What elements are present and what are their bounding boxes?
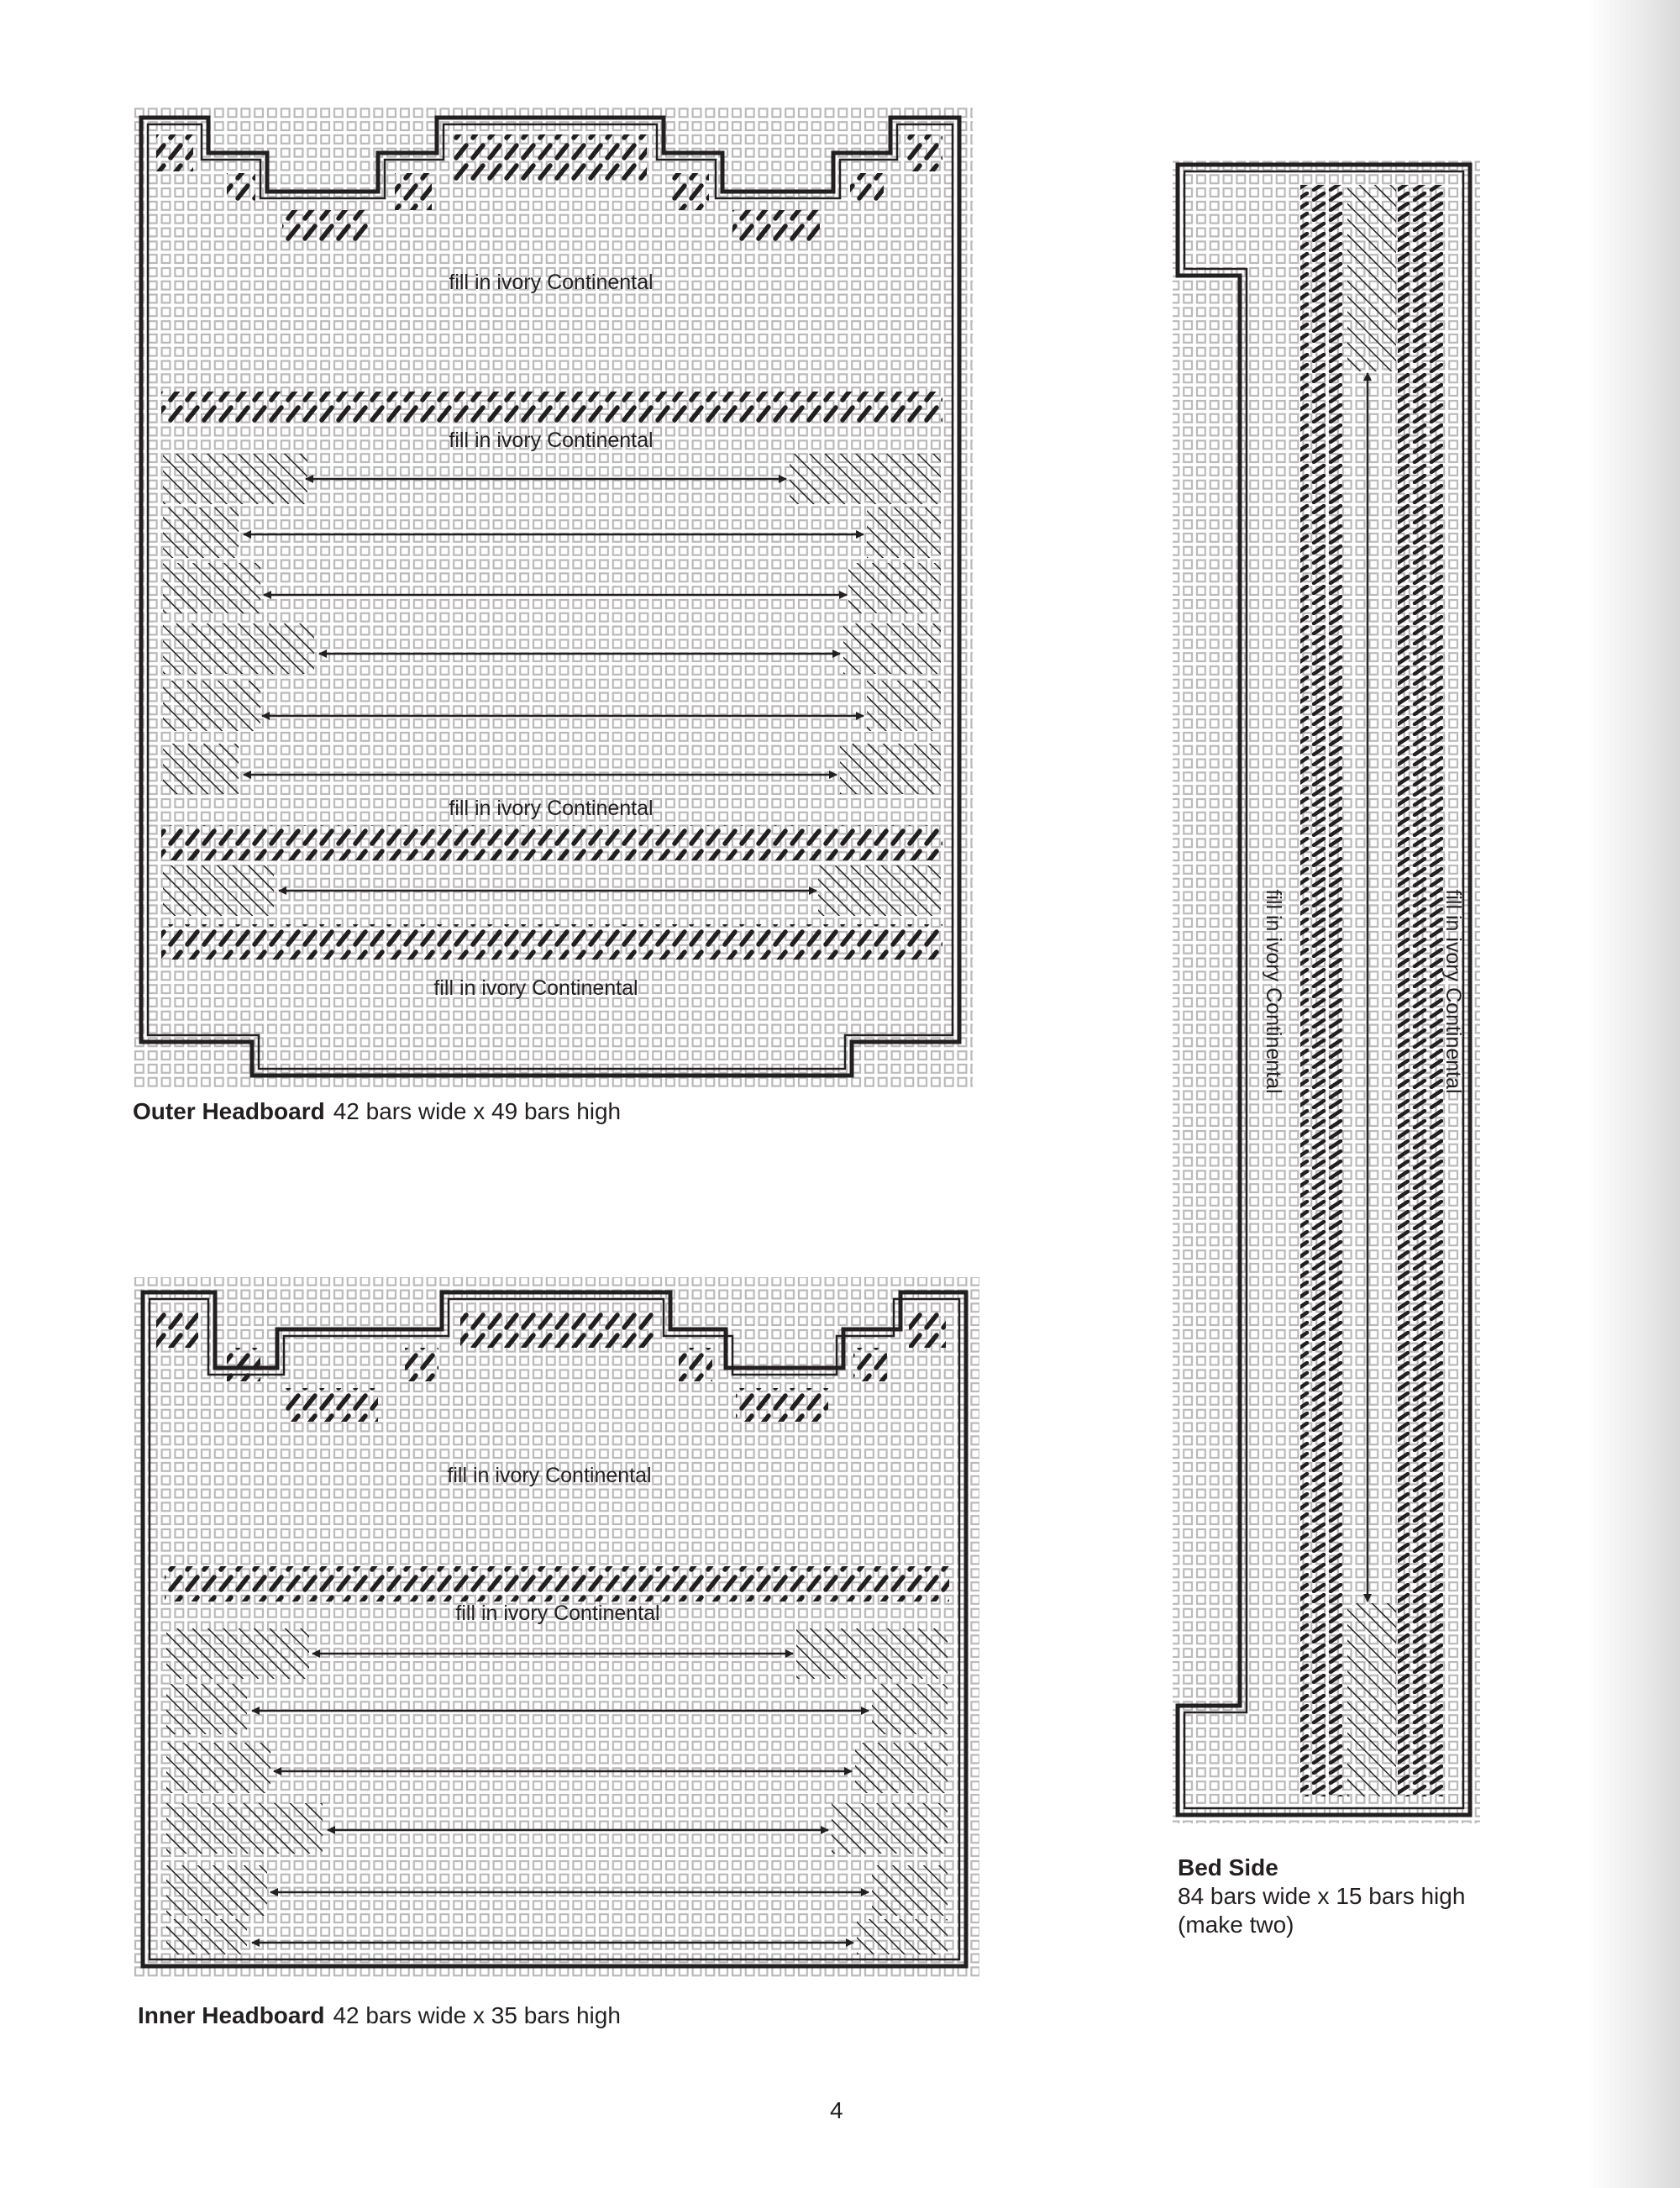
- diagonal-fill: [872, 1684, 948, 1734]
- diagonal-fill: [163, 744, 239, 794]
- dark-stitch-band: [161, 392, 942, 425]
- outer-headboard-title: Outer Headboard: [133, 1098, 325, 1124]
- fill-label: fill in ivory Continental: [449, 797, 654, 820]
- diagonal-fill: [163, 865, 274, 916]
- diagonal-fill: [872, 1865, 948, 1916]
- notch-stitches: [679, 1348, 712, 1381]
- diagonal-fill: [166, 1628, 309, 1679]
- notch-stitches: [227, 1348, 260, 1381]
- bed-side-chart: [1173, 158, 1480, 1823]
- dark-stitch-band: [165, 1566, 949, 1602]
- fill-label: fill in ivory Continental: [447, 1464, 652, 1487]
- diagonal-fill: [163, 623, 314, 674]
- notch-stitches: [282, 210, 370, 244]
- diagonal-fill: [166, 1919, 247, 1954]
- dark-stitch-column: [1398, 185, 1443, 1796]
- diagonal-fill: [166, 1684, 247, 1734]
- diagonal-fill: [163, 508, 239, 558]
- notch-stitches: [156, 134, 193, 171]
- inner-headboard-caption: [138, 2001, 621, 2030]
- diagonal-fill: [163, 681, 260, 731]
- inner-headboard-chart: [133, 1277, 979, 1980]
- diagonal-fill: [796, 1628, 948, 1679]
- bed-side-caption: [1178, 1854, 1465, 1939]
- notch-stitches: [906, 134, 942, 171]
- bed-side-note: (make two): [1178, 1912, 1294, 1938]
- notch-stitches: [405, 1348, 438, 1381]
- diagonal-fill: [166, 1743, 270, 1793]
- diagonal-fill: [843, 623, 941, 674]
- fill-label: fill in ivory Continental: [1262, 889, 1285, 1094]
- diagonal-fill: [855, 1743, 948, 1793]
- page-number: 4: [830, 2097, 843, 2123]
- notch-stitches: [454, 134, 647, 181]
- diagonal-fill: [163, 454, 307, 504]
- diagonal-fill: [166, 1803, 323, 1854]
- notch-stitches: [227, 173, 255, 203]
- diagonal-fill: [166, 1865, 267, 1916]
- notch-stitches: [732, 210, 820, 244]
- bed-side-dimensions: 84 bars wide x 15 bars high: [1178, 1883, 1466, 1909]
- diagonal-fill: [832, 1803, 948, 1854]
- outer-headboard-dimensions: 42 bars wide x 49 bars high: [333, 1098, 622, 1124]
- notch-stitches: [853, 1348, 887, 1381]
- diagonal-fill: [1347, 185, 1396, 371]
- fill-label: fill in ivory Continental: [449, 271, 654, 294]
- diagonal-fill: [867, 681, 941, 731]
- diagonal-fill: [867, 508, 941, 558]
- notch-stitches: [909, 1311, 946, 1348]
- fill-label: fill in ivory Continental: [449, 429, 654, 452]
- bed-side-title: Bed Side: [1178, 1854, 1278, 1880]
- dark-stitch-band: [161, 825, 942, 860]
- inner-headboard-dimensions: 42 bars wide x 35 bars high: [333, 2002, 621, 2028]
- inner-headboard-title: Inner Headboard: [138, 2002, 325, 2028]
- diagonal-fill: [848, 563, 941, 613]
- notch-stitches: [736, 1388, 828, 1422]
- notch-stitches: [395, 173, 432, 210]
- diagonal-fill: [818, 865, 941, 916]
- diagonal-fill: [1347, 1603, 1396, 1796]
- fill-label: fill in ivory Continental: [455, 1602, 660, 1625]
- dark-stitch-band: [161, 924, 942, 960]
- diagonal-fill: [857, 1919, 948, 1954]
- notch-stitches: [286, 1388, 378, 1422]
- notch-stitches: [156, 1311, 198, 1348]
- dark-stitch-column: [1300, 185, 1346, 1796]
- fill-label: fill in ivory Continental: [1441, 889, 1465, 1094]
- fill-label: fill in ivory Continental: [433, 976, 638, 1000]
- diagonal-fill: [790, 454, 941, 504]
- notch-stitches: [460, 1311, 654, 1348]
- notch-stitches: [850, 173, 884, 203]
- diagonal-fill: [163, 563, 260, 613]
- outer-headboard-caption: [133, 1097, 621, 1126]
- notch-stitches: [672, 173, 709, 210]
- diagonal-fill: [840, 744, 941, 794]
- outer-headboard-chart: [133, 105, 973, 1088]
